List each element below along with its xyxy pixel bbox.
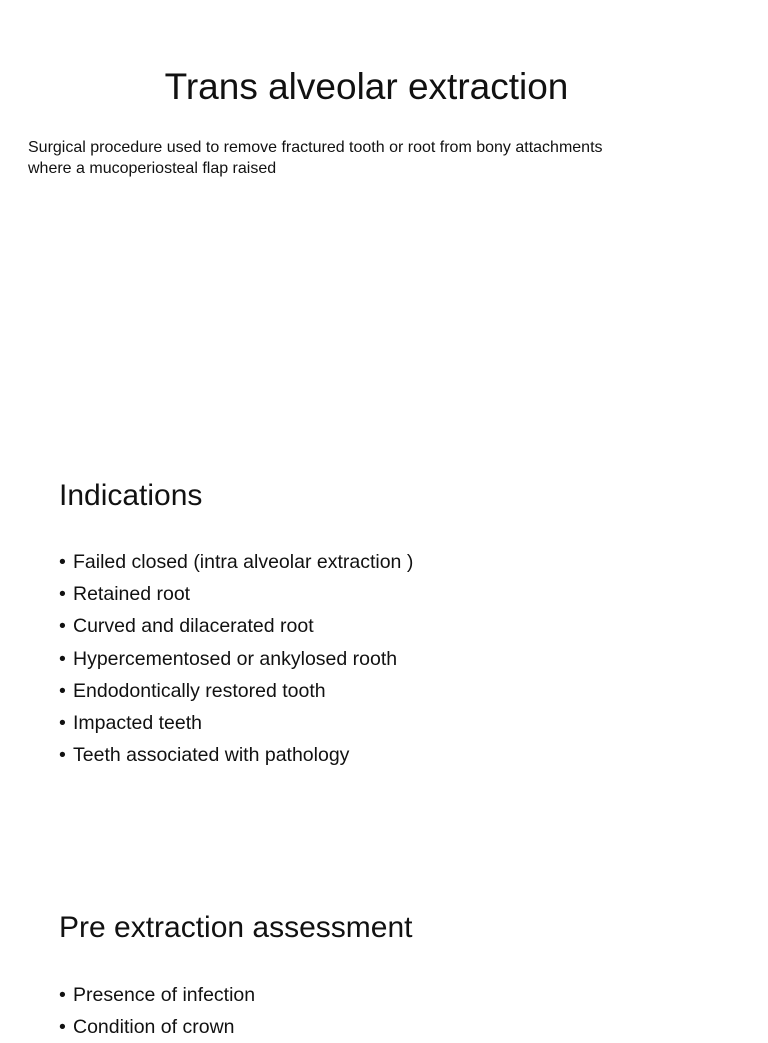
list-item-text: Retained root (73, 583, 191, 606)
list-item (59, 546, 413, 578)
bullet-icon: • (59, 744, 66, 767)
list-item-text: Condition of crown (73, 1016, 235, 1039)
pre-extraction-heading: Pre extraction assessment (59, 911, 413, 944)
list-item (59, 979, 255, 1011)
intro-paragraph: Surgical procedure used to remove fractured tooth or root from bony attachments where a mucoperiosteal flap raised (28, 139, 603, 177)
indications-heading: Indications (59, 479, 203, 512)
bullet-icon: • (59, 647, 66, 670)
list-item-text: Presence of infection (73, 984, 256, 1006)
bullet-icon: • (59, 679, 66, 702)
list-item-text: Curved and dilacerated root (73, 615, 314, 638)
list-item (59, 578, 413, 610)
indications-list (59, 546, 413, 771)
bullet-icon: • (59, 583, 66, 606)
bullet-icon: • (59, 1016, 66, 1039)
list-item-text: Teeth associated with pathology (73, 744, 350, 767)
bullet-icon: • (59, 551, 66, 573)
list-item (59, 675, 413, 707)
bullet-icon: • (59, 615, 66, 638)
bullet-icon: • (59, 984, 66, 1006)
list-item (59, 707, 413, 739)
list-item (59, 643, 413, 675)
list-item (59, 739, 413, 771)
list-item (59, 610, 413, 642)
pre-extraction-list (59, 979, 255, 1043)
list-item (59, 1011, 255, 1043)
list-item-text: Endodontically restored tooth (73, 679, 326, 702)
list-item-text: Hypercementosed or ankylosed rooth (73, 647, 398, 670)
page-title: Trans alveolar extraction (164, 66, 569, 107)
bullet-icon: • (59, 712, 66, 735)
list-item-text: Failed closed (intra alveolar extraction ) (73, 551, 414, 573)
list-item-text: Impacted teeth (73, 712, 202, 735)
